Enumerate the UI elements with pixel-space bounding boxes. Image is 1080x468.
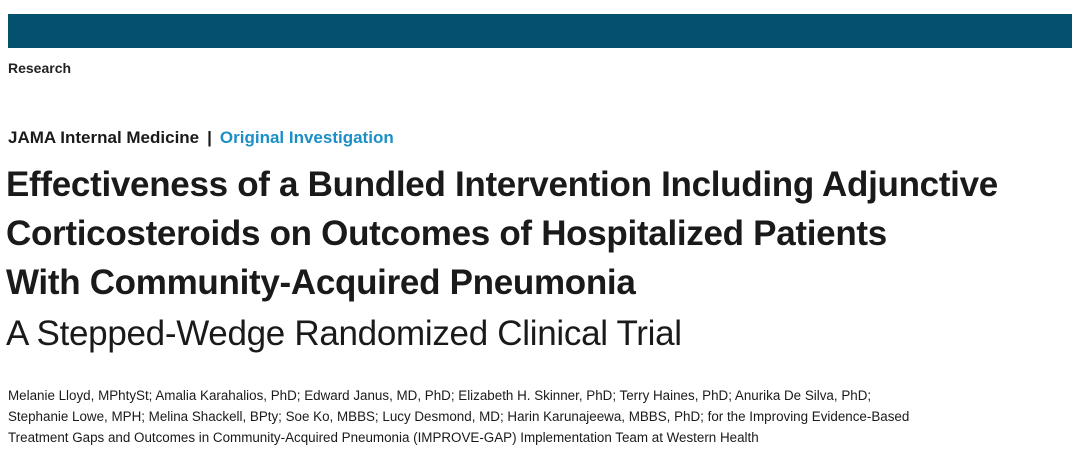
author-list — [8, 385, 1072, 448]
section-label: Research — [8, 60, 72, 76]
title-line: Effectiveness of a Bundled Intervention Including Adjunctive — [6, 165, 998, 204]
article-subtitle: A Stepped-Wedge Randomized Clinical Trial — [6, 314, 682, 353]
author-line: Melanie Lloyd, MPhtySt; Amalia Karahalios, PhD; Edward Janus, MD, PhD; Elizabeth H. Skinner, PhD; Terry Haines, PhD; Anurika De Silva, PhD; — [8, 388, 872, 403]
journal-line — [8, 128, 394, 148]
title-line: With Community-Acquired Pneumonia — [6, 263, 636, 302]
journal-name: JAMA Internal Medicine — [8, 128, 200, 147]
article-title — [6, 160, 1074, 307]
title-line: Corticosteroids on Outcomes of Hospitalized Patients — [6, 214, 887, 253]
author-line: Treatment Gaps and Outcomes in Community-Acquired Pneumonia (IMPROVE-GAP) Implementation Team at Western Health — [8, 430, 759, 445]
author-line: Stephanie Lowe, MPH; Melina Shackell, BPty; Soe Ko, MBBS; Lucy Desmond, MD; Harin Karunajeewa, MBBS, PhD; for the Improving Evidence-Based — [8, 409, 910, 424]
header-bar — [8, 14, 1072, 48]
article-type: Original Investigation — [219, 128, 394, 147]
journal-separator: | — [207, 128, 212, 147]
